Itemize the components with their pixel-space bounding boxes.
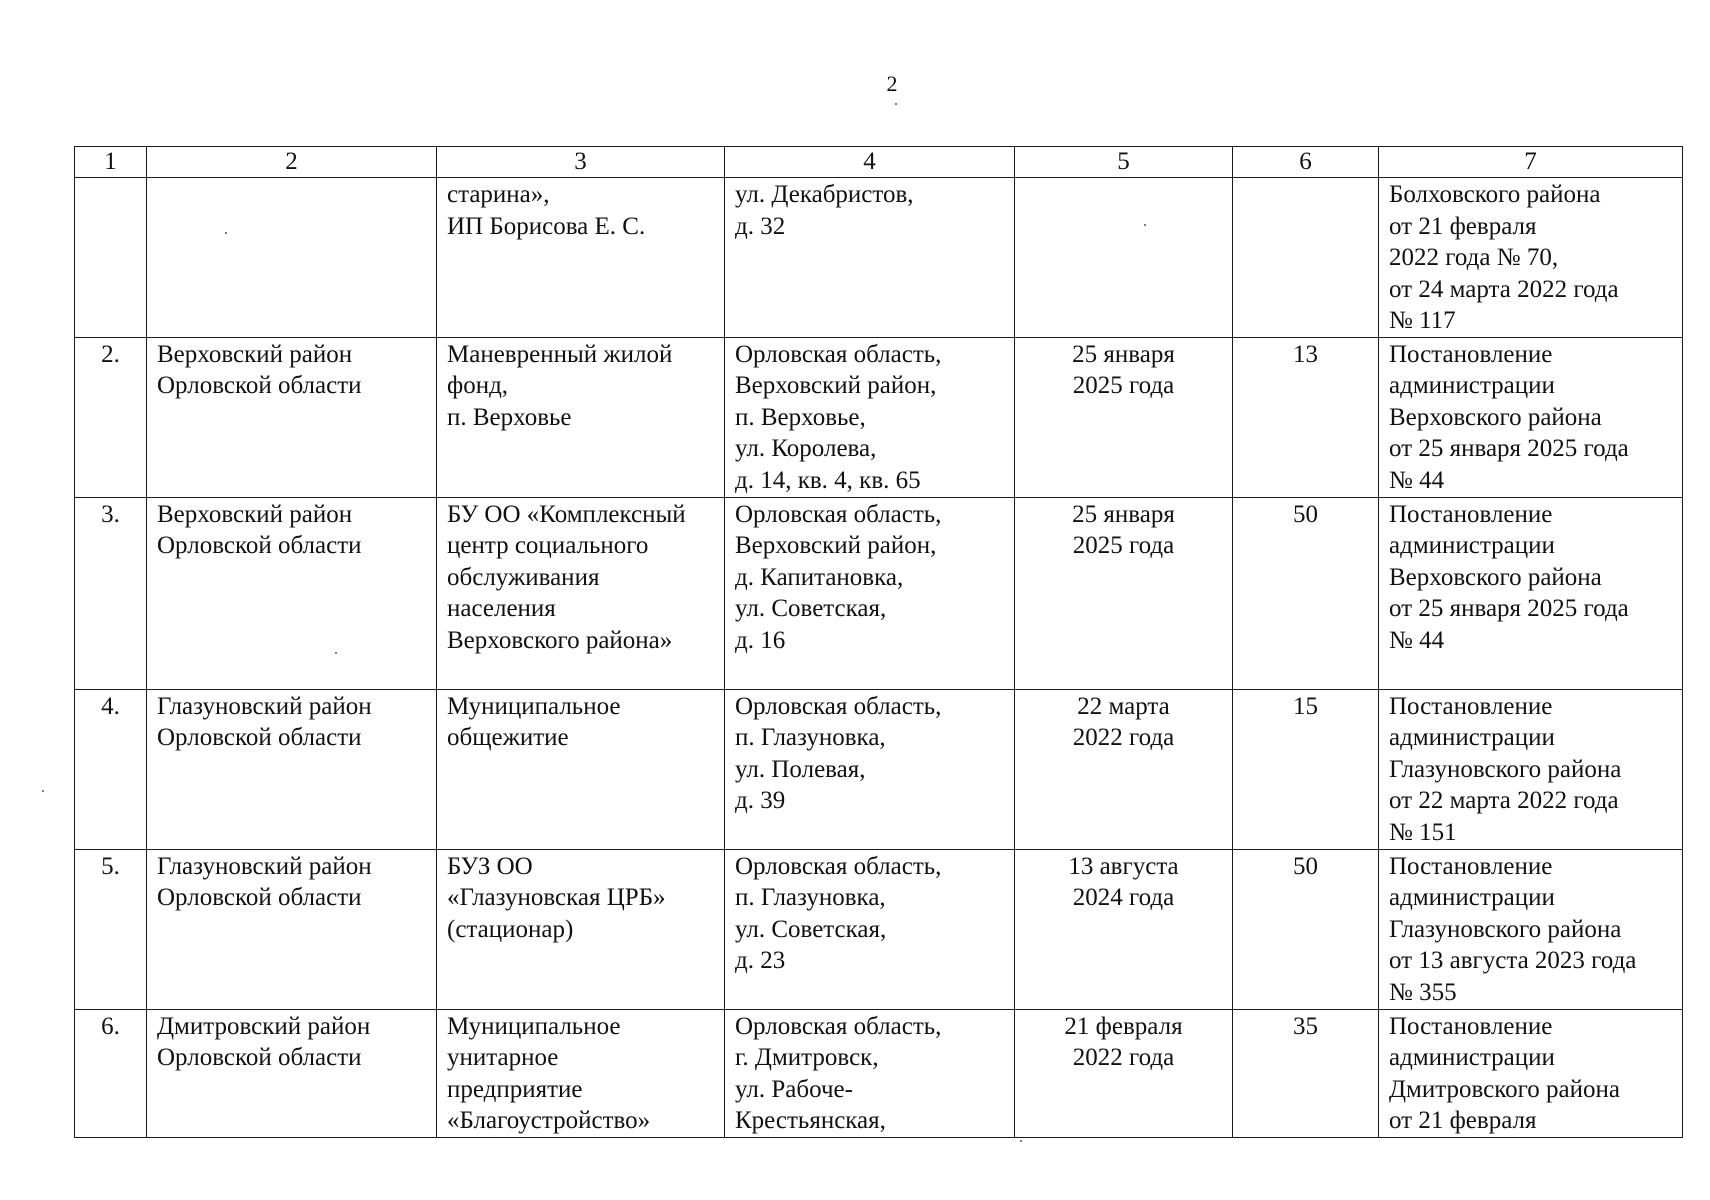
scan-speck bbox=[42, 790, 44, 792]
scan-speck bbox=[1020, 1140, 1022, 1142]
scan-speck bbox=[1144, 224, 1146, 226]
address-cell: ул. Декабристов, д. 32 bbox=[725, 178, 1015, 338]
capacity-cell: 35 bbox=[1233, 1009, 1379, 1137]
table-row bbox=[75, 849, 1683, 1009]
capacity-cell: 13 bbox=[1233, 337, 1379, 497]
address-cell: Орловская область, Верховский район, д. Капитановка, ул. Советская, д. 16 bbox=[725, 497, 1015, 689]
address-cell: Орловская область, г. Дмитровск, ул. Рабоче- Крестьянская, bbox=[725, 1009, 1015, 1137]
column-number: 4 bbox=[725, 147, 1015, 178]
row-number: 2. bbox=[75, 337, 147, 497]
decree-cell: Постановление администрации Глазуновского района от 22 марта 2022 года № 151 bbox=[1379, 689, 1683, 849]
column-number: 5 bbox=[1015, 147, 1233, 178]
decree-cell: Постановление администрации Верховского района от 25 января 2025 года № 44 bbox=[1379, 337, 1683, 497]
column-number: 6 bbox=[1233, 147, 1379, 178]
row-number: 4. bbox=[75, 689, 147, 849]
decree-cell: Болховского района от 21 февраля 2022 года № 70, от 24 марта 2022 года № 117 bbox=[1379, 178, 1683, 338]
column-numbers-row bbox=[75, 147, 1683, 178]
date-cell: 21 февраля 2022 года bbox=[1015, 1009, 1233, 1137]
district-cell bbox=[147, 178, 437, 338]
facility-cell: БУЗ ОО «Глазуновская ЦРБ» (стационар) bbox=[437, 849, 725, 1009]
decree-cell: Постановление администрации Верховского района от 25 января 2025 года № 44 bbox=[1379, 497, 1683, 689]
row-number: 6. bbox=[75, 1009, 147, 1137]
date-cell: 25 января 2025 года bbox=[1015, 497, 1233, 689]
decree-cell: Постановление администрации Дмитровского района от 21 февраля bbox=[1379, 1009, 1683, 1137]
address-cell: Орловская область, п. Глазуновка, ул. Советская, д. 23 bbox=[725, 849, 1015, 1009]
facility-cell: Муниципальное общежитие bbox=[437, 689, 725, 849]
facility-cell: Маневренный жилой фонд, п. Верховье bbox=[437, 337, 725, 497]
capacity-cell: 50 bbox=[1233, 849, 1379, 1009]
district-cell: Глазуновский район Орловской области bbox=[147, 689, 437, 849]
facility-cell: Муниципальное унитарное предприятие «Благоустройство» bbox=[437, 1009, 725, 1137]
facility-cell: БУ ОО «Комплексный центр социального обслуживания населения Верховского района» bbox=[437, 497, 725, 689]
date-cell: 13 августа 2024 года bbox=[1015, 849, 1233, 1009]
column-number: 7 bbox=[1379, 147, 1683, 178]
registry-table bbox=[74, 146, 1683, 1138]
table-row bbox=[75, 1009, 1683, 1137]
table-row bbox=[75, 178, 1683, 338]
district-cell: Глазуновский район Орловской области bbox=[147, 849, 437, 1009]
district-cell: Дмитровский район Орловской области bbox=[147, 1009, 437, 1137]
capacity-cell bbox=[1233, 178, 1379, 338]
table-row bbox=[75, 689, 1683, 849]
facility-cell: старина», ИП Борисова Е. С. bbox=[437, 178, 725, 338]
date-cell: 25 января 2025 года bbox=[1015, 337, 1233, 497]
row-number bbox=[75, 178, 147, 338]
column-number: 2 bbox=[147, 147, 437, 178]
column-number: 3 bbox=[437, 147, 725, 178]
page-number: 2 bbox=[886, 71, 898, 96]
table-row bbox=[75, 497, 1683, 689]
capacity-cell: 15 bbox=[1233, 689, 1379, 849]
decree-cell: Постановление администрации Глазуновского района от 13 августа 2023 года № 355 bbox=[1379, 849, 1683, 1009]
table-row bbox=[75, 337, 1683, 497]
row-number: 5. bbox=[75, 849, 147, 1009]
address-cell: Орловская область, Верховский район, п. Верховье, ул. Королева, д. 14, кв. 4, кв. 65 bbox=[725, 337, 1015, 497]
capacity-cell: 50 bbox=[1233, 497, 1379, 689]
district-cell: Верховский район Орловской области bbox=[147, 497, 437, 689]
column-number: 1 bbox=[75, 147, 147, 178]
row-number: 3. bbox=[75, 497, 147, 689]
scan-speck bbox=[895, 103, 897, 105]
scan-speck bbox=[335, 652, 337, 654]
address-cell: Орловская область, п. Глазуновка, ул. Полевая, д. 39 bbox=[725, 689, 1015, 849]
scan-speck bbox=[225, 232, 227, 234]
date-cell bbox=[1015, 178, 1233, 338]
district-cell: Верховский район Орловской области bbox=[147, 337, 437, 497]
date-cell: 22 марта 2022 года bbox=[1015, 689, 1233, 849]
